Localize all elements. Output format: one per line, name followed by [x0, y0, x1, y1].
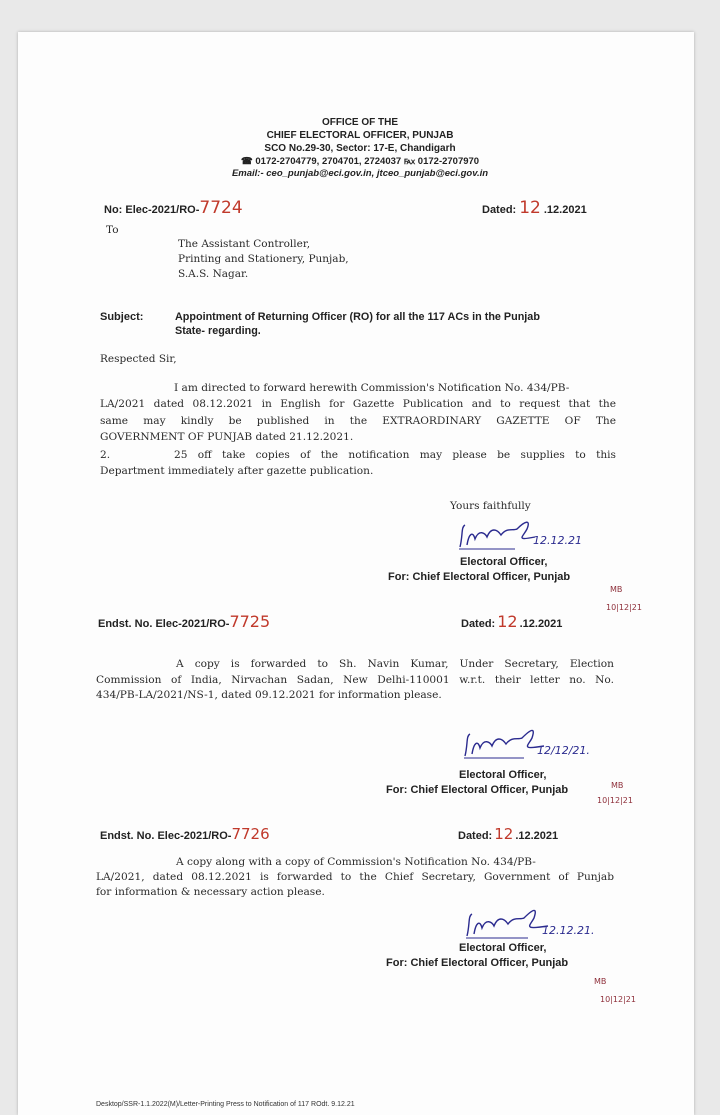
endst2-number-handwritten: 7726 [231, 825, 270, 843]
closing: Yours faithfully [450, 500, 531, 512]
signature-3-date: 12.12.21. [542, 924, 595, 937]
subject-label: Subject: [100, 311, 144, 323]
salutation: Respected Sir, [100, 353, 177, 365]
address-line-1: The Assistant Controller, [178, 238, 311, 250]
endst2-date-label: Dated: [458, 830, 493, 842]
endst2-date-handwritten: 12 [494, 825, 514, 843]
header-office: OFFICE OF THE [321, 117, 399, 128]
signature-1-date: 12.12.21 [533, 534, 582, 547]
endst1-date-label: Dated: [461, 618, 496, 630]
header-email: Email:- ceo_punjab@eci.gov.in, jtceo_punjab@eci.gov.in [231, 168, 489, 179]
endst1-line3: 434/PB-LA/2021/NS-1, dated 09.12.2021 for information please. [96, 689, 442, 701]
endst1-date-handwritten: 12 [497, 612, 518, 631]
signature-2-initial-date: 10|12|21 [597, 796, 633, 805]
subject-line-1: Appointment of Returning Officer (RO) for all the 117 ACs in the Punjab [175, 311, 540, 323]
body-para1-line2: LA/2021 dated 08.12.2021 in English for Gazette Publication and to request that the [100, 398, 616, 410]
signature-1-title: Electoral Officer, [460, 556, 548, 568]
endst1-number-handwritten: 7725 [229, 612, 271, 631]
signature-2-initial: MB [611, 781, 624, 790]
body-para2-line1: 25 off take copies of the notification may please be supplies to this [174, 449, 616, 461]
footer-path: Desktop/SSR-1.1.2022(M)/Letter-Printing Press to Notification of 117 ROdt. 9.12.21 [96, 1101, 355, 1108]
body-para1-line4: GOVERNMENT OF PUNJAB dated 21.12.2021. [100, 431, 354, 443]
signature-2-title: Electoral Officer, [459, 769, 547, 781]
address-to: To [106, 224, 119, 236]
ref-date-handwritten: 12 [519, 198, 541, 218]
signature-1 [455, 515, 545, 555]
signature-3-initial: MB [594, 977, 607, 986]
endst1-line2: Commission of India, Nirvachan Sadan, New Delhi-110001 w.r.t. their letter no. No. [96, 674, 614, 686]
endst1-line1: A copy is forwarded to Sh. Navin Kumar, Under Secretary, Election [176, 658, 614, 670]
header-address: SCO No.29-30, Sector: 17-E, Chandigarh [264, 143, 456, 154]
ref-date [482, 198, 587, 218]
signature-1-initial-date: 10|12|21 [606, 603, 642, 612]
endst1-label: Endst. No. Elec-2021/RO- [98, 618, 230, 630]
endst2-date-rest: .12.2021 [515, 830, 559, 842]
body-para1-line1: I am directed to forward herewith Commission's Notification No. 434/PB- [174, 382, 570, 394]
body-para1-line3: same may kindly be published in the EXTRAORDINARY GAZETTE OF The [100, 415, 616, 427]
endst2-line1: A copy along with a copy of Commission's Notification No. 434/PB- [176, 856, 536, 868]
ref-number-label: No: Elec-2021/RO- [104, 204, 200, 216]
signature-3-for: For: Chief Electoral Officer, Punjab [386, 957, 569, 969]
endst2-date [458, 825, 558, 843]
document-sheet [18, 32, 694, 1115]
signature-2-date: 12/12/21. [537, 744, 590, 757]
signature-3-initial-date: 10|12|21 [600, 995, 636, 1004]
endst1-date [461, 612, 562, 631]
signature-3-title: Electoral Officer, [459, 942, 547, 954]
subject-line-2: State- regarding. [175, 325, 261, 337]
endst1-date-rest: .12.2021 [519, 618, 563, 630]
endst2-number [100, 825, 270, 843]
endst2-line3: for information & necessary action please. [96, 886, 325, 898]
endst2-line2: LA/2021, dated 08.12.2021 is forwarded to the Chief Secretary, Government of Punjab [96, 871, 614, 883]
signature-1-initial: MB [610, 585, 623, 594]
ref-date-rest: .12.2021 [543, 204, 587, 216]
ref-date-label: Dated: [482, 204, 517, 216]
body-para2-number: 2. [100, 449, 111, 461]
ref-number-handwritten: 7724 [199, 198, 243, 218]
body-para2-line2: Department immediately after gazette publication. [100, 465, 374, 477]
signature-3 [462, 902, 552, 942]
endst2-label: Endst. No. Elec-2021/RO- [100, 830, 232, 842]
header-phone: ☎ 0172-2704779, 2704701, 2724037 ℻ 0172-2707970 [240, 156, 480, 167]
address-line-3: S.A.S. Nagar. [178, 268, 249, 280]
address-line-2: Printing and Stationery, Punjab, [178, 253, 349, 265]
header-title: CHIEF ELECTORAL OFFICER, PUNJAB [266, 130, 454, 141]
endst1-number [98, 612, 270, 631]
signature-1-for: For: Chief Electoral Officer, Punjab [388, 571, 571, 583]
ref-number [104, 198, 243, 218]
signature-2-for: For: Chief Electoral Officer, Punjab [386, 784, 569, 796]
